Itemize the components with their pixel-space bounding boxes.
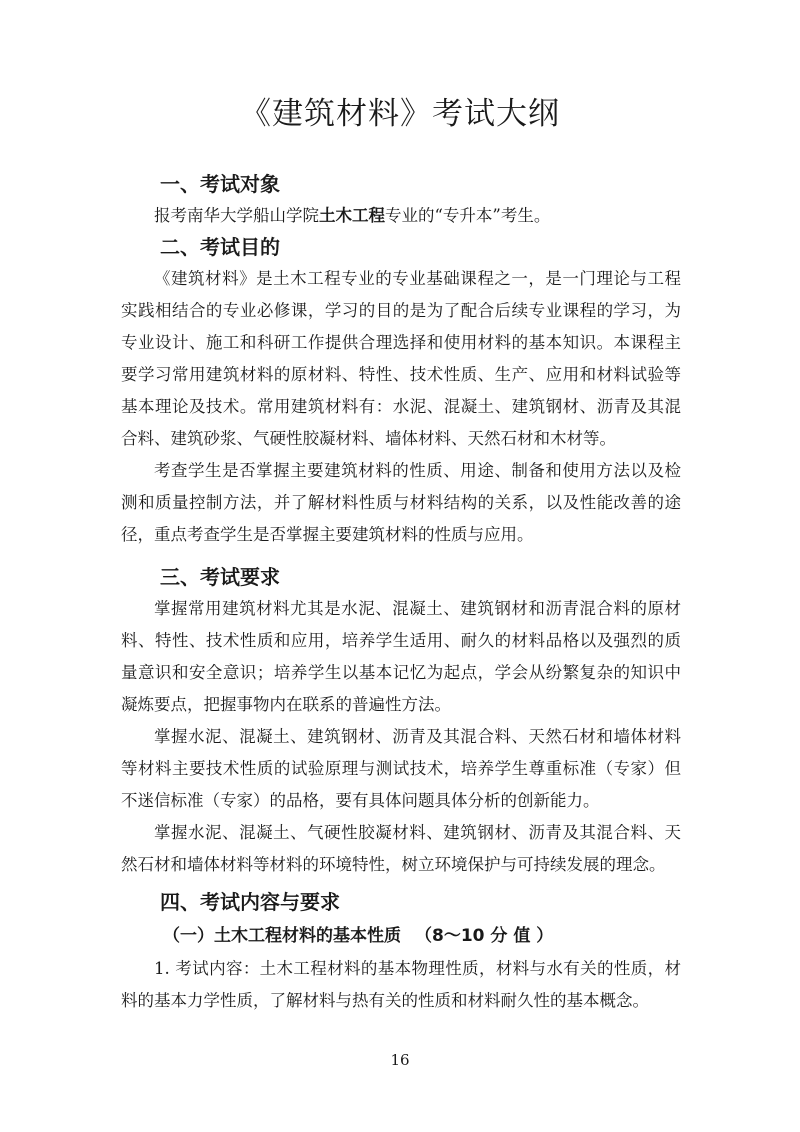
subsection-score: （8～10 分 值 ） — [415, 926, 554, 946]
section-heading-exam-target: 一、考试对象 — [160, 172, 280, 196]
exam-requirements-paragraph-3: 掌握水泥、混凝土、气硬性胶凝材料、建筑钢材、沥青及其混合料、天然石材和墙体材料等材料的环境特性，树立环境保护与可持续发展的理念。 — [121, 823, 681, 874]
section-heading-exam-requirements: 三、考试要求 — [160, 565, 280, 589]
exam-purpose-paragraph-2: 考查学生是否掌握主要建筑材料的性质、用途、制备和使用方法以及检测和质量控制方法，并了解材料性质与材料结构的关系，以及性能改善的途径，重点考查学生是否掌握主要建筑材料的性质与应用。 — [121, 461, 681, 544]
exam-requirements-paragraph-1: 掌握常用建筑材料尤其是水泥、混凝土、建筑钢材和沥青混合料的原材料、特性、技术性质和应用，培养学生适用、耐久的材料品格以及强烈的质量意识和安全意识；培养学生以基本记忆为起点，学会从纷繁复杂的知识中凝炼要点，把握事物内在联系的普遍性方法。 — [121, 599, 681, 714]
exam-content-paragraph-1: 1. 考试内容：土木工程材料的基本物理性质，材料与水有关的性质，材料的基本力学性质，了解材料与热有关的性质和材料耐久性的基本概念。 — [121, 959, 681, 1010]
exam-target-text-before: 报考南华大学船山学院 — [154, 206, 319, 225]
exam-requirements-paragraph-2: 掌握水泥、混凝土、建筑钢材、沥青及其混合料、天然石材和墙体材料等材料主要技术性质的试验原理与测试技术，培养学生尊重标准（专家）但不迷信标准（专家）的品格，要有具体问题具体分析的创新能力。 — [121, 727, 681, 810]
exam-target-paragraph — [121, 200, 681, 232]
page-title: 《建筑材料》考试大纲 — [240, 96, 560, 132]
section-heading-exam-content: 四、考试内容与要求 — [160, 890, 340, 914]
exam-target-text-after: 专业的“专升本”考生。 — [385, 206, 551, 225]
exam-purpose-paragraph-1: 《建筑材料》是土木工程专业的专业基础课程之一，是一门理论与工程实践相结合的专业必修课，学习的目的是为了配合后续专业课程的学习，为专业设计、施工和科研工作提供合理选择和使用材料的基本知识。本课程主要学习常用建筑材料的原材料、特性、技术性质、生产、应用和材料试验等基本理论及技术。常用建筑材料有：水泥、混凝土、建筑钢材、沥青及其混合料、建筑砂浆、气硬性胶凝材料、墙体材料、天然石材和木材等。 — [121, 269, 681, 448]
page-number: 16 — [390, 1051, 410, 1069]
subsection-heading-basic-properties — [163, 923, 553, 949]
subsection-title: （一）土木工程材料的基本性质 — [163, 926, 401, 946]
section-heading-exam-purpose: 二、考试目的 — [160, 235, 280, 259]
exam-target-major: 土木工程 — [319, 206, 385, 225]
